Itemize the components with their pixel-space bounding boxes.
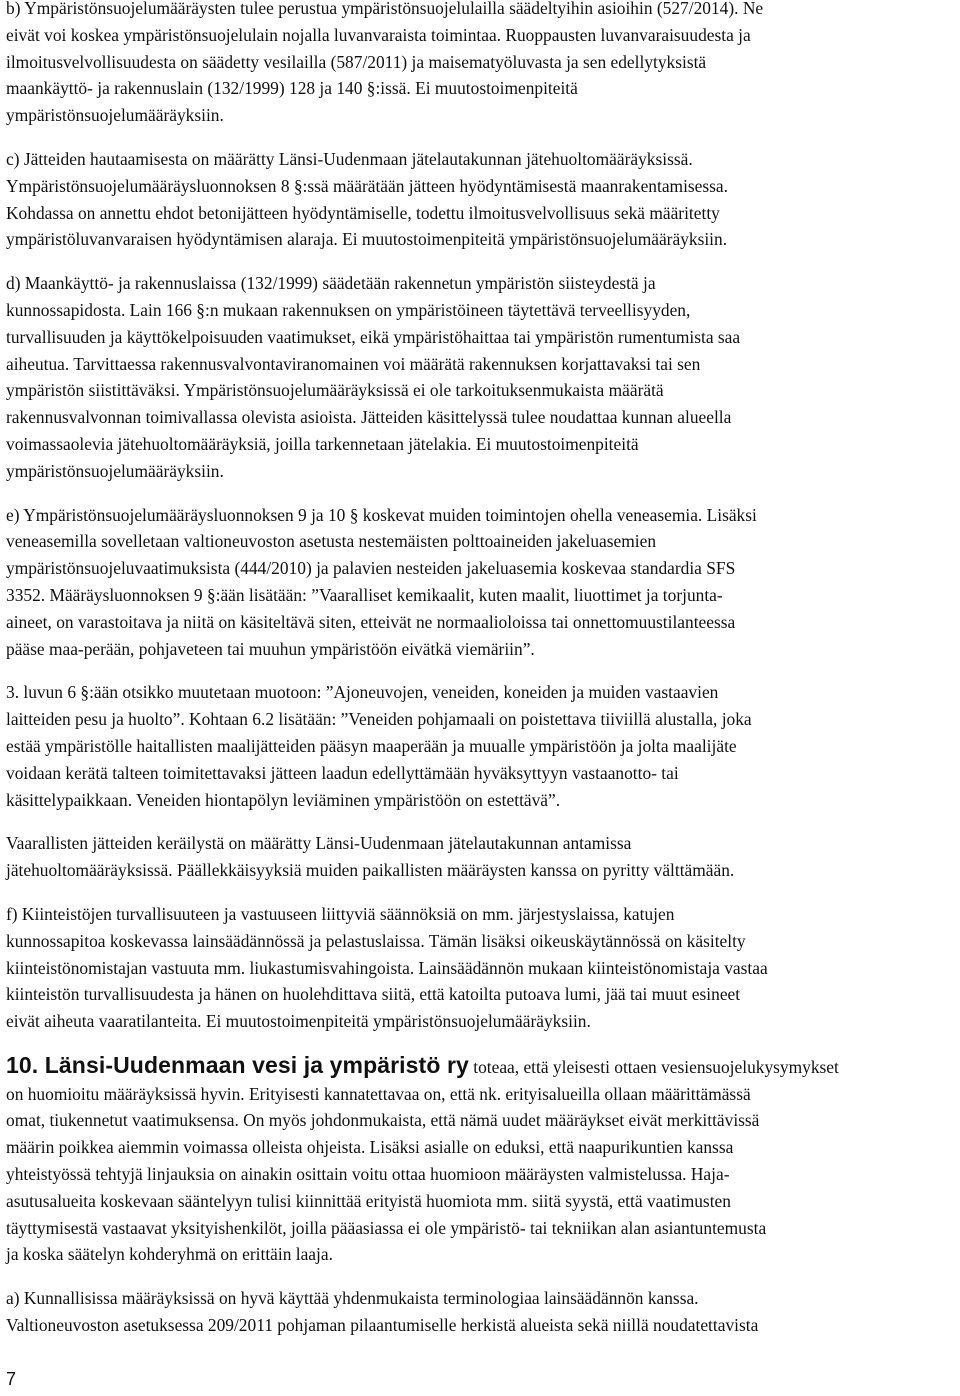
paragraph-hazardous-waste: Vaarallisten jätteiden keräilystä on määrätty Länsi-Uudenmaan jätelautakunnan antamissa jätehuoltomääräyksissä. Päällekkäisyyksiä muiden paikallisten määräysten kanssa on pyritty välttämään. xyxy=(6,833,735,881)
document-page xyxy=(6,0,954,1356)
paragraph-10a: a) Kunnallisissa määräyksissä on hyvä käyttää yhdenmukaista terminologiaa lainsäädännön kanssa. Valtioneuvoston asetuksessa 209/2011 pohjaman pilaantumiselle herkistä alueista sekä niillä noudatettavista xyxy=(6,1288,759,1336)
section-10-body: toteaa, että yleisesti ottaen vesiensuojelukysymykset on huomioitu määräyksissä hyvin. Erityisesti kannatettavaa on, että nk. erityisalueilla ollaan määrittämässä omat, tiukennetut vaatimuksensa. On myös johdonmukaista, että nämä uudet määräykset eivät merkittävissä määrin poikkea aiemmin voimassa olleista ohjeista. Lisäksi asialle on eduksi, että naapurikuntien kanssa yhteistyössä tehtyjä linjauksia on ainakin osittain voitu ottaa huomioon määräysten valmistelussa. Haja- asutusalueita koskevaan sääntelyyn tulisi kiinnittää erityistä huomiota mm. siitä syystä, että vaatimusten täyttymisestä vastaavat yksityishenkilöt, joilla pääasiassa ei ole ympäristö- tai tekniikan alan asiantuntemusta ja koska säätelyn kohderyhmä on erittäin laaja. xyxy=(6,1056,839,1265)
paragraph-e: e) Ympäristönsuojelumääräysluonnoksen 9 ja 10 § koskevat muiden toimintojen ohella veneasemia. Lisäksi veneasemilla sovelletaan valtioneuvoston asetusta nestemäisten polttoaineiden jakeluasemien ympäristönsuojeluvaatimuksista (444/2010) ja palavien nesteiden jakeluasemia koskevaa standardia SFS 3352. Määräysluonnoksen 9 §:ään lisätään: ”Vaaralliset kemikaalit, kuten maalit, liuottimet ja torjunta- aineet, on varastoitava ja niitä on käsiteltävä siten, etteivät ne normaalioloissa tai onnettomuustilanteessa pääse maa-perään, pohjaveteen tai muuhun ympäristöön eivätkä viemäriin”. xyxy=(6,504,757,659)
paragraph-b: b) Ympäristönsuojelumääräysten tulee perustua ympäristönsuojelulailla säädeltyihin asioihin (527/2014). Ne eivät voi koskea ympäristönsuojelulain nojalla luvanvaraista toimintaa. Ruoppausten luvanvaraisuudesta ja ilmoitusvelvollisuudesta on säädetty vesilailla (587/2011) ja maisematyöluvasta ja sen edellytyksistä maankäyttö- ja rakennuslain (132/1999) 128 ja 140 §:issä. Ei muutostoimenpiteitä ympäristönsuojelumääräyksiin. xyxy=(6,0,764,126)
section-10-paragraph xyxy=(6,1052,954,1268)
paragraph-d: d) Maankäyttö- ja rakennuslaissa (132/1999) säädetään rakennetun ympäristön siisteydestä ja kunnossapidosta. Lain 166 §:n mukaan rakennuksen on ympäristöineen täytettävä terveellisyyden, turvallisuuden ja käyttökelpoisuuden vaatimukset, eikä ympäristöhaittaa tai ympäristön rumentumista saa aiheutua. Tarvittaessa rakennusvalvontaviranomainen voi määrätä rakennuksen korjattavaksi tai sen ympäristön siistittäväksi. Ympäristönsuojelumääräyksissä ei ole tarkoituksenmukaista määrätä rakennusvalvonnan toimivallassa olevista asioista. Jätteiden käsittelyssä tulee noudattaa kunnan alueella voimassaolevia jätehuoltomääräyksiä, joilla tarkennetaan jätelakia. Ei muutostoimenpiteitä ympäristönsuojelumääräyksiin. xyxy=(6,273,741,481)
section-10-heading: 10. Länsi-Uudenmaan vesi ja ympäristö ry xyxy=(6,1051,469,1078)
paragraph-chapter-3: 3. luvun 6 §:ään otsikko muutetaan muotoon: ”Ajoneuvojen, veneiden, koneiden ja muiden vastaavien laitteiden pesu ja huolto”. Kohtaan 6.2 lisätään: ”Veneiden pohjamaali on poistettava tiiviillä alustalla, joka estää ympäristölle haitallisten maalijätteiden pääsyn maaperään ja muualle ympäristöön ja jolta maalijäte voidaan kerätä talteen toimitettavaksi jätteen laadun edellyttämään hyväksyttyyn vastaanotto- tai käsittelypaikkaan. Veneiden hiontapölyn leviäminen ympäristöön on estettävä”. xyxy=(6,682,752,810)
page-number: 7 xyxy=(6,1369,17,1389)
paragraph-f: f) Kiinteistöjen turvallisuuteen ja vastuuseen liittyviä säännöksiä on mm. järjestyslaissa, katujen kunnossapitoa koskevassa lainsäädännössä ja pelastuslaissa. Tämän lisäksi oikeuskäytännössä on käsitelty kiinteistönomistajan vastuuta mm. liukastumisvahingoista. Lainsäädännön mukaan kiinteistönomistaja vastaa kiinteistön turvallisuudesta ja hänen on huolehdittava siitä, että katoilta putoava lumi, jää tai muut esineet eivät aiheuta vaaratilanteita. Ei muutostoimenpiteitä ympäristönsuojelumääräyksiin. xyxy=(6,903,768,1032)
paragraph-c: c) Jätteiden hautaamisesta on määrätty Länsi-Uudenmaan jätelautakunnan jätehuoltomääräyksissä. Ympäristönsuojelumääräysluonnoksen 8 §:ssä määrätään jätteen hyödyntämisestä maanrakentamisessa. Kohdassa on annettu ehdot betonijätteen hyödyntämiselle, todettu ilmoitusvelvollisuus sekä määritetty ympäristöluvanvaraisen hyödyntämisen alaraja. Ei muutostoimenpiteitä ympäristönsuojelumääräyksiin. xyxy=(6,148,728,250)
